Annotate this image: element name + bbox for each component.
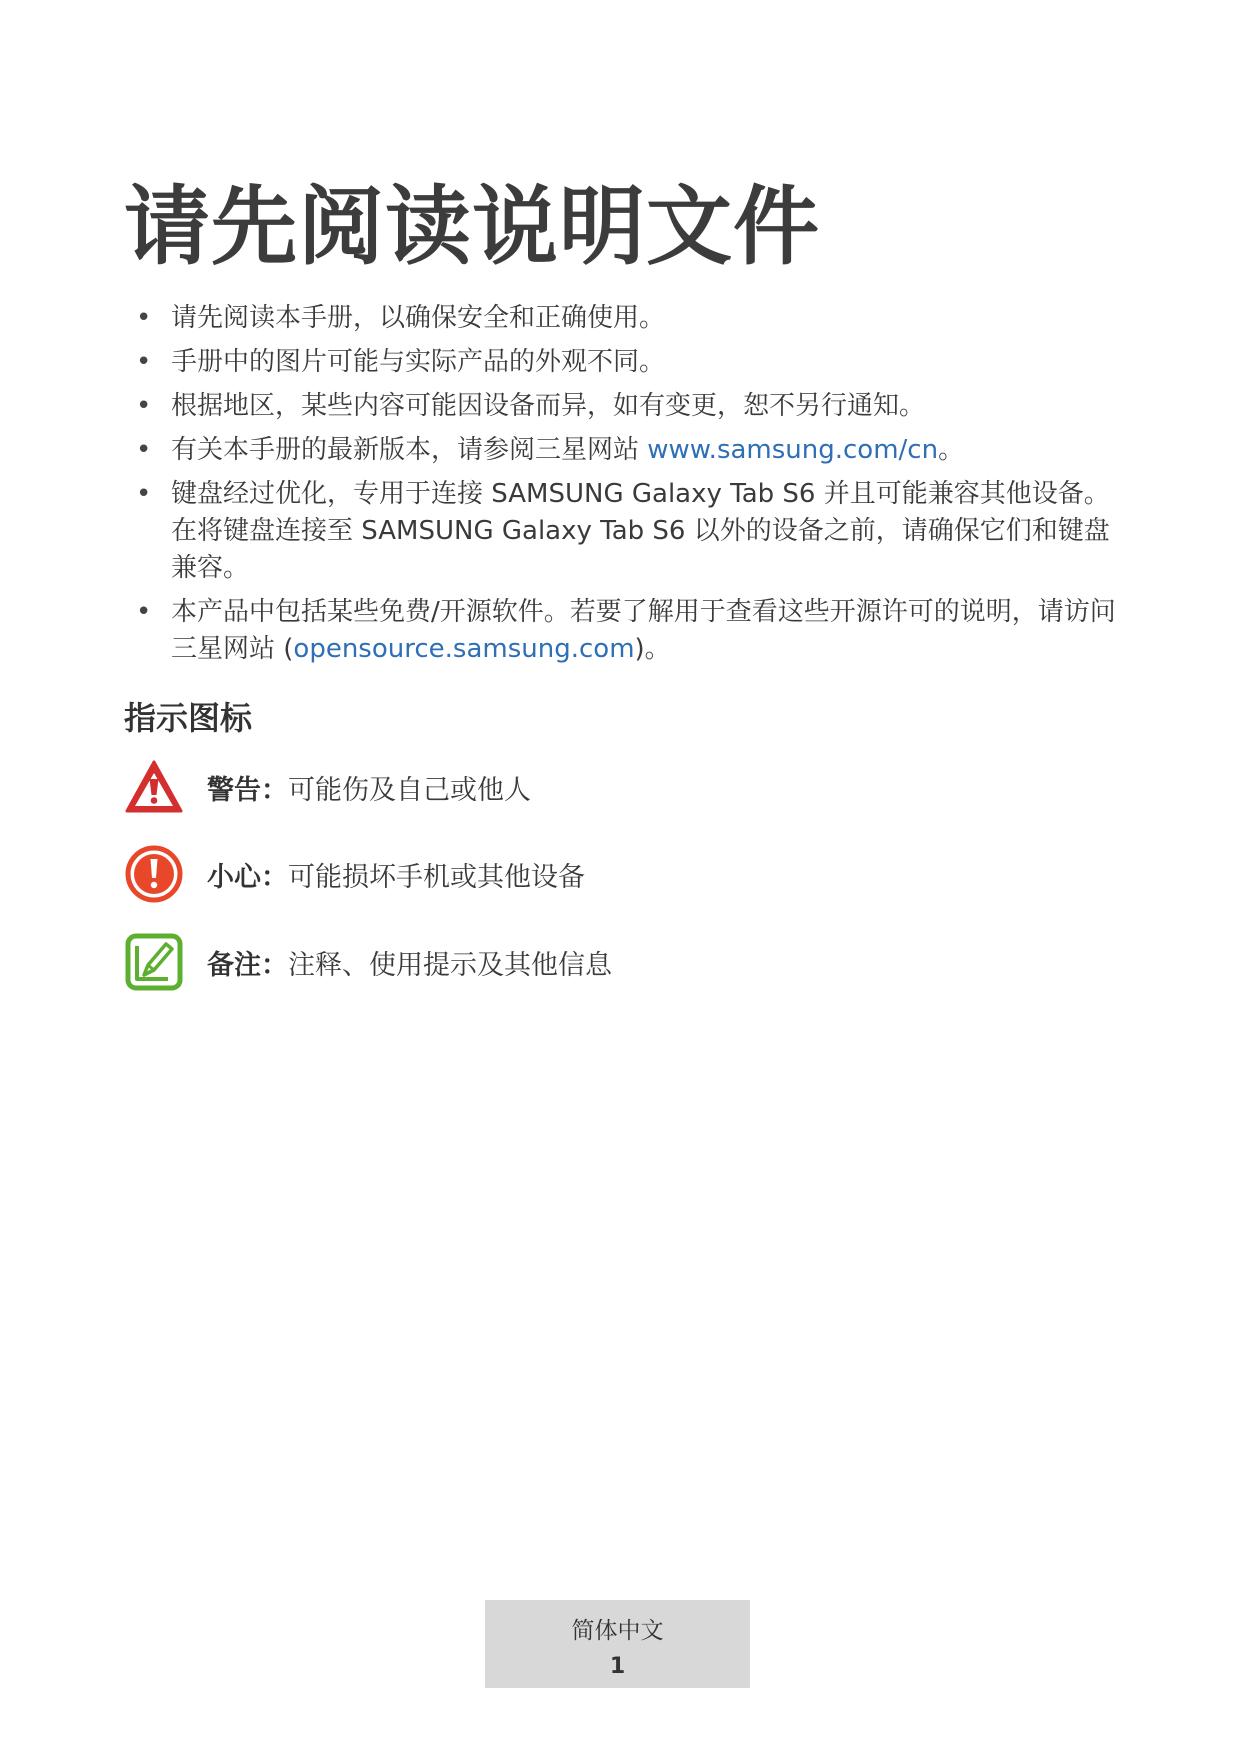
list-item-text: 键盘经过优化，专用于连接 SAMSUNG Galaxy Tab S6 并且可能兼容其他设备。在将键盘连接至 SAMSUNG Galaxy Tab S6 以外的设备之前，请确保它们和键盘兼容。 — [171, 479, 1110, 583]
section-heading: 指示图标 — [124, 699, 253, 737]
bullet-dot-icon: • — [136, 597, 152, 627]
list-item — [132, 344, 1122, 381]
list-item — [132, 594, 1122, 668]
warning-label-title: 警告： — [207, 774, 288, 806]
warning-row — [124, 757, 531, 817]
bullet-dot-icon: • — [136, 479, 152, 509]
bullet-dot-icon: • — [136, 391, 152, 421]
bullet-list — [132, 300, 1122, 675]
list-item — [132, 300, 1122, 337]
caution-label-desc: 可能损坏手机或其他设备 — [288, 861, 585, 893]
note-pencil-icon — [124, 932, 184, 992]
caution-circle-icon — [124, 844, 184, 904]
page-footer — [485, 1600, 750, 1688]
list-item-text: 根据地区，某些内容可能因设备而异，如有变更，恕不另行通知。 — [171, 391, 926, 421]
note-label-title: 备注： — [207, 949, 288, 981]
list-item — [132, 432, 1122, 469]
note-label — [207, 943, 612, 982]
list-item-text-end: 。 — [938, 435, 965, 465]
opensource-website-link[interactable]: opensource.samsung.com — [293, 634, 635, 664]
caution-label — [207, 855, 585, 894]
page-number: 1 — [609, 1654, 626, 1679]
caution-row — [124, 844, 585, 904]
warning-label-desc: 可能伤及自己或他人 — [288, 774, 531, 806]
list-item-text: 请先阅读本手册，以确保安全和正确使用。 — [171, 303, 666, 333]
list-item-text: 本产品中包括某些免费/开源软件。若要了解用于查看这些开源许可的说明，请访问三星网站 ( — [171, 597, 1116, 664]
list-item-text: 手册中的图片可能与实际产品的外观不同。 — [171, 347, 666, 377]
list-item-text-end: )。 — [634, 634, 671, 664]
list-item-text: 有关本手册的最新版本，请参阅三星网站 — [171, 435, 648, 465]
footer-language: 简体中文 — [571, 1618, 664, 1644]
page-title: 请先阅读说明文件 — [124, 177, 820, 277]
note-label-desc: 注释、使用提示及其他信息 — [288, 949, 612, 981]
caution-label-title: 小心： — [207, 861, 288, 893]
list-item — [132, 476, 1122, 587]
warning-triangle-icon — [124, 757, 184, 817]
samsung-website-link[interactable]: www.samsung.com/cn — [647, 435, 939, 465]
list-item — [132, 388, 1122, 425]
bullet-dot-icon: • — [136, 303, 152, 333]
note-row — [124, 932, 612, 992]
warning-label — [207, 768, 531, 807]
bullet-dot-icon: • — [136, 435, 152, 465]
bullet-dot-icon: • — [136, 347, 152, 377]
